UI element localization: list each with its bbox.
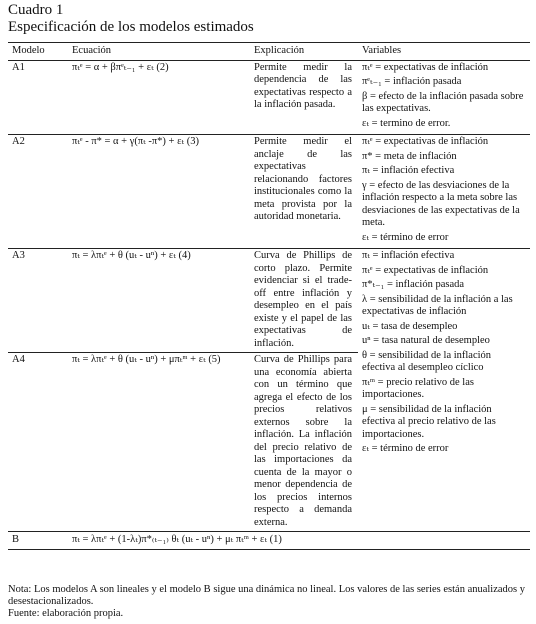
variable-item: π*ₜ₋₁ = inflación pasada	[362, 279, 465, 290]
header-explicacion: Explicación	[250, 43, 358, 61]
variables-cell	[358, 249, 530, 532]
variable-item: πₜᵉ = expectativas de inflación	[362, 136, 489, 147]
explanation-cell: Permite medir la dependencia de las expectativas respecto a la inflación pasada.	[254, 61, 352, 110]
variables-cell	[358, 60, 530, 135]
model-cell: B	[12, 534, 20, 545]
source-text: Fuente: elaboración propia.	[8, 608, 124, 619]
header-row	[8, 43, 530, 61]
note-text: Nota: Los modelos A son lineales y el modelo B sigue una dinámica no lineal. Los valores de las series están anualizados y desestacionalizados.	[8, 584, 526, 607]
variable-item: uⁿ = tasa natural de desempleo	[362, 335, 490, 346]
equation-cell: πₜ = λπₜᵉ + θ (uₜ - uⁿ) + μπₜᵐ + εₜ (5)	[68, 353, 250, 532]
model-cell: A4	[8, 353, 68, 532]
table-row	[8, 60, 530, 135]
header-variables: Variables	[358, 43, 530, 61]
model-cell: A3	[12, 250, 25, 261]
variable-item: εₜ = término de error	[362, 231, 449, 243]
variable-item: π* = meta de inflación	[362, 150, 457, 162]
explanation-cell: Curva de Phillips para una economía abierta con un término que agrega el efecto de los precios relativos externos sobre la inflación. La inflación del precio relativo de las importaciones da cuenta de la mayor o menor dependencia de los precios internos respecto a demanda externa.	[250, 353, 358, 532]
variables-cell	[358, 135, 530, 249]
equation-cell: πₜ = λπₜᵉ + θ (uₜ - uⁿ) + εₜ (4)	[72, 250, 191, 261]
variable-item: πₜᵐ = precio relativo de las importaciones.	[362, 376, 474, 400]
variable-item: β = efecto de la inflación pasada sobre las expectativas.	[362, 90, 524, 114]
explanation-cell: Permite medir el anclaje de las expectativas relacionando factores institucionales como la meta provista por la autoridad monetaria.	[254, 136, 352, 222]
variable-item: πₜᵉ = expectativas de inflación	[362, 61, 489, 73]
model-cell: A1	[12, 61, 25, 73]
variable-item: uₜ = tasa de desempleo	[362, 320, 458, 332]
variable-item: γ = efecto de las desviaciones de la inflación respecto a la meta sobre las desviaciones de las expectativas de la meta.	[362, 179, 520, 228]
variable-item: πₜᵉ = expectativas de inflación	[362, 264, 489, 276]
equation-cell: πₜ = λπₜᵉ + (1-λₜ)π*₍ₜ₋₁₎ θₜ (uₜ - uⁿ) + μₜ πₜᵐ + εₜ (1)	[72, 534, 282, 545]
header-ecuacion: Ecuación	[68, 43, 250, 61]
table-row	[8, 532, 530, 550]
variable-item: πₜ = inflación efectiva	[362, 165, 455, 176]
variable-item: πₜ = inflación efectiva	[362, 250, 455, 261]
table-notes	[8, 584, 530, 620]
variable-item: πᵉₜ₋₁ = inflación pasada	[362, 76, 462, 87]
explanation-cell: Curva de Phillips de corto plazo. Permite evidenciar si el trade-off entre inflación y desempleo en el país existe y el papel de las expectativas de inflación.	[254, 250, 352, 349]
equation-cell: πₜᵉ - π* = α + γ(πₜ -π*) + εₜ (3)	[72, 136, 199, 147]
models-table	[8, 42, 530, 550]
table-title: Especificación de los modelos estimados	[8, 19, 254, 35]
variable-item: θ = sensibilidad de la inflación efectiva al desempleo cíclico	[362, 349, 492, 373]
variable-item: μ = sensibilidad de la inflación efectiva al precio relativo de las importaciones.	[362, 403, 496, 440]
table-row	[8, 249, 530, 353]
variable-item: εₜ = término de error	[362, 443, 449, 454]
variable-item: λ = sensibilidad de la inflación a las expectativas de inflación	[362, 293, 513, 317]
header-modelo: Modelo	[8, 43, 68, 61]
model-cell: A2	[12, 136, 25, 147]
variable-item: εₜ = termino de error.	[362, 117, 451, 129]
table-caption: Cuadro 1	[8, 2, 64, 18]
equation-cell: πₜᵉ = α + βπᵉₜ₋₁ + εₜ (2)	[72, 61, 169, 73]
table-row	[8, 135, 530, 249]
